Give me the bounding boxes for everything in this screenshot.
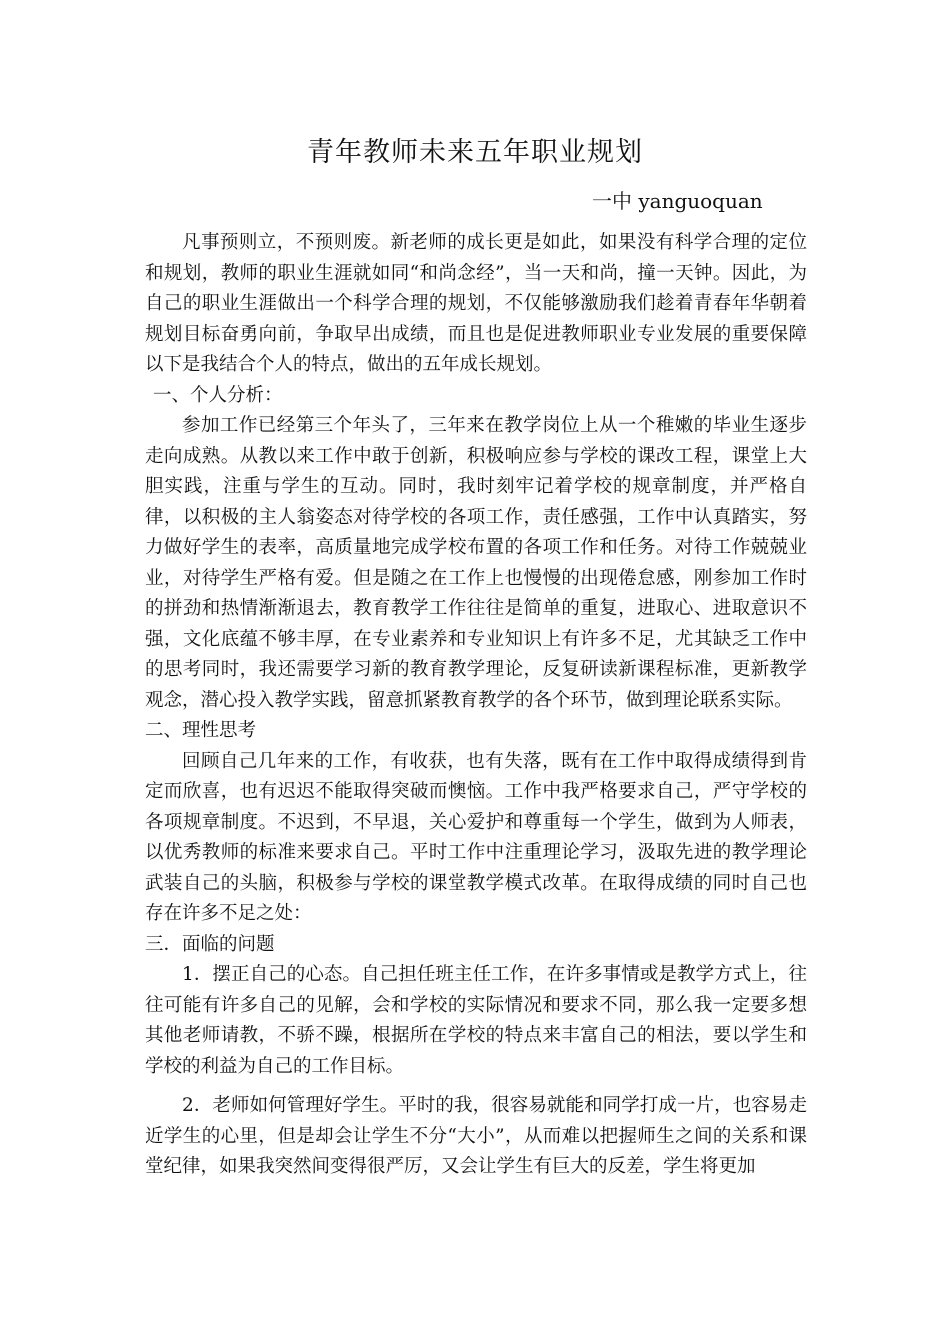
problem-item-2: 2．老师如何管理好学生。平时的我，很容易就能和同学打成一片，也容易走近学生的心里，但是却会让学生不分“大小”，从而难以把握师生之间的关系和课堂纪律，如果我突然间变得很严厉，又会让学生有巨大的反差，学生将更加 (145, 1095, 807, 1177)
section-heading-rational-thinking: 二、理性思考 (145, 720, 257, 741)
intro-paragraph: 凡事预则立，不预则废。新老师的成长更是如此，如果没有科学合理的定位和规划，教师的职业生涯就如同“和尚念经”，当一天和尚，撞一天钟。因此，为自己的职业生涯做出一个科学合理的规划，不仅能够激励我们趁着青春年华朝着规划目标奋勇向前，争取早出成绩，而且也是促进教师职业专业发展的重要保障以下是我结合个人的特点，做出的五年成长规划。 (145, 232, 807, 375)
document-body (145, 228, 807, 1183)
rational-thinking-paragraph: 回顾自己几年来的工作，有收获，也有失落，既有在工作中取得成绩得到肯定而欣喜，也有迟迟不能取得突破而懊恼。工作中我严格要求自己，严守学校的各项规章制度。不迟到，不早退，关心爱护和尊重每一个学生，做到为人师表，以优秀教师的标准来要求自己。平时工作中注重理论学习，汲取先进的教学理论武装自己的头脑，积极参与学校的课堂教学模式改革。在取得成绩的同时自己也存在许多不足之处： (145, 750, 807, 924)
problem-item-1: 1．摆正自己的心态。自己担任班主任工作，在许多事情或是教学方式上，往往可能有许多自己的见解，会和学校的实际情况和要求不同，那么我一定要多想其他老师请教，不骄不躁，根据所在学校的特点来丰富自己的相法，要以学生和学校的利益为自己的工作目标。 (145, 964, 807, 1077)
personal-analysis-paragraph: 参加工作已经第三个年头了，三年来在教学岗位上从一个稚嫩的毕业生逐步走向成熟。从教以来工作中敢于创新，积极响应参与学校的课改工程，课堂上大胆实践，注重与学生的互动。同时，我时刻牢记着学校的规章制度，并严格自律，以积极的主人翁姿态对待学校的各项工作，责任感强，工作中认真踏实，努力做好学生的表率，高质量地完成学校布置的各项工作和任务。对待工作兢兢业业，对待学生严格有爱。但是随之在工作上也慢慢的出现倦怠感，刚参加工作时的拼劲和热情渐渐退去，教育教学工作往往是简单的重复，进取心、进取意识不强，文化底蕴不够丰厚，在专业素养和专业知识上有许多不足，尤其缺乏工作中的思考同时，我还需要学习新的教育教学理论，反复研读新课程标准，更新教学观念，潜心投入教学实践，留意抓紧教育教学的各个环节，做到理论联系实际。 (145, 415, 807, 711)
author-line: 一中 yanguoquan (592, 189, 763, 213)
section-heading-personal-analysis: 一、个人分析： (153, 384, 283, 406)
section-heading-problems: 三．面临的问题 (145, 933, 275, 955)
document-title: 青年教师未来五年职业规划 (307, 137, 643, 168)
